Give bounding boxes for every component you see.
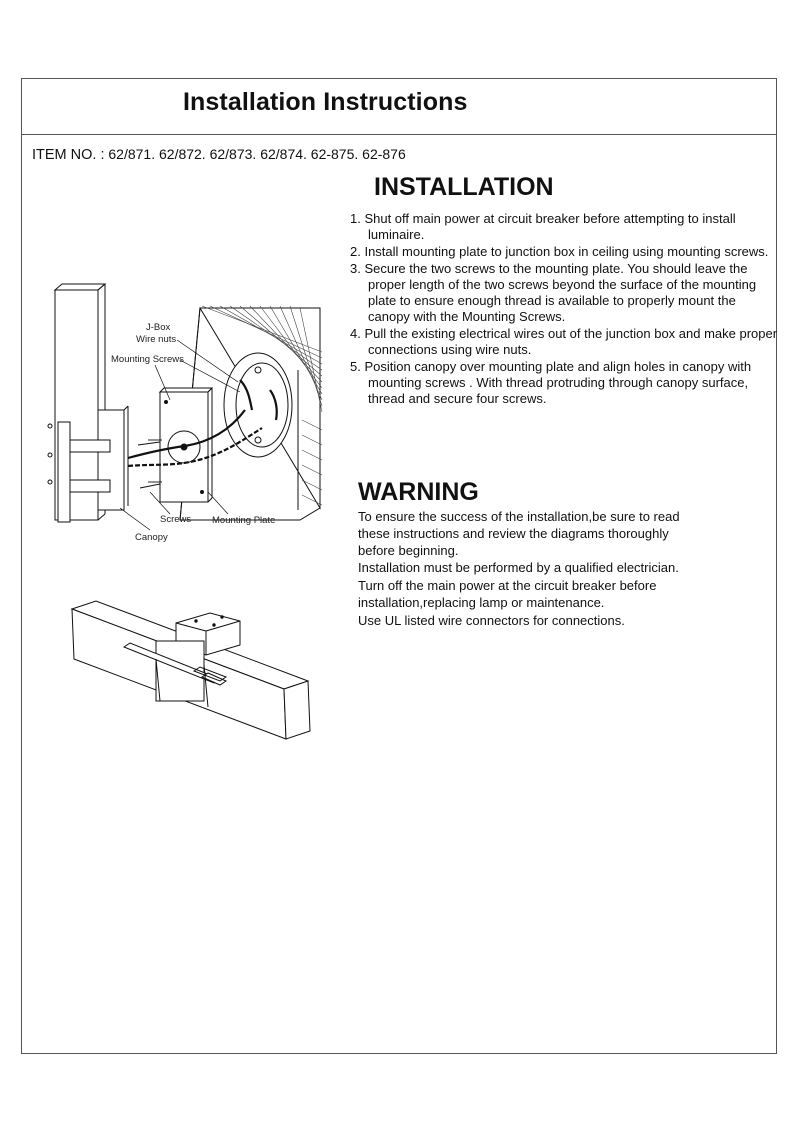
fixture-perspective-illustration	[60, 595, 320, 745]
step-1: 1. Shut off main power at circuit breaker before attempting to install luminaire.	[350, 211, 736, 243]
label-jbox: J-Box	[146, 322, 171, 333]
label-screws: Screws	[160, 514, 192, 525]
installation-diagram	[40, 270, 330, 560]
item-number-label: ITEM NO. :	[32, 147, 105, 163]
warning-heading: WARNING	[358, 478, 479, 506]
label-canopy: Canopy	[135, 532, 168, 543]
warning-paragraph: Use UL listed wire connectors for connections.	[358, 612, 625, 628]
label-mounting-screws: Mounting Screws	[111, 354, 184, 365]
step-5: 5. Position canopy over mounting plate and align holes in canopy with mounting screws . With thread protruding through canopy surface, thread and secure four screws.	[350, 358, 752, 407]
step-2: 2. Install mounting plate to junction box in ceiling using mounting screws.	[350, 243, 769, 259]
label-mounting-plate: Mounting Plate	[212, 515, 276, 526]
junction-box-illustration	[224, 353, 292, 457]
label-wire-nuts: Wire nuts	[136, 334, 177, 345]
warning-paragraph: Installation must be performed by a qualified electrician.	[358, 560, 679, 576]
warning-paragraph: Turn off the main power at the circuit breaker before installation,replacing lamp or maintenance.	[358, 578, 657, 610]
step-3: 3. Secure the two screws to the mounting plate. You should leave the proper length of the two screws beyond the surface of the mounting plate to ensure enough thread is available to properly mount the canopy with the Mounting Screws.	[350, 260, 757, 325]
installation-steps	[350, 211, 780, 408]
step-4: 4. Pull the existing electrical wires out of the junction box and make proper connections using wire nuts.	[350, 325, 778, 358]
header-divider	[21, 134, 777, 135]
warning-text	[358, 509, 688, 631]
item-number-values: 62/871. 62/872. 62/873. 62/874. 62-875. 62-876	[108, 146, 406, 162]
warning-paragraph: To ensure the success of the installation,be sure to read these instructions and review the diagrams thoroughly before beginning.	[358, 509, 680, 558]
installation-heading: INSTALLATION	[374, 173, 554, 201]
fixture-illustration	[48, 284, 128, 522]
page-title: Installation Instructions	[183, 88, 468, 116]
item-number-line	[32, 146, 406, 163]
